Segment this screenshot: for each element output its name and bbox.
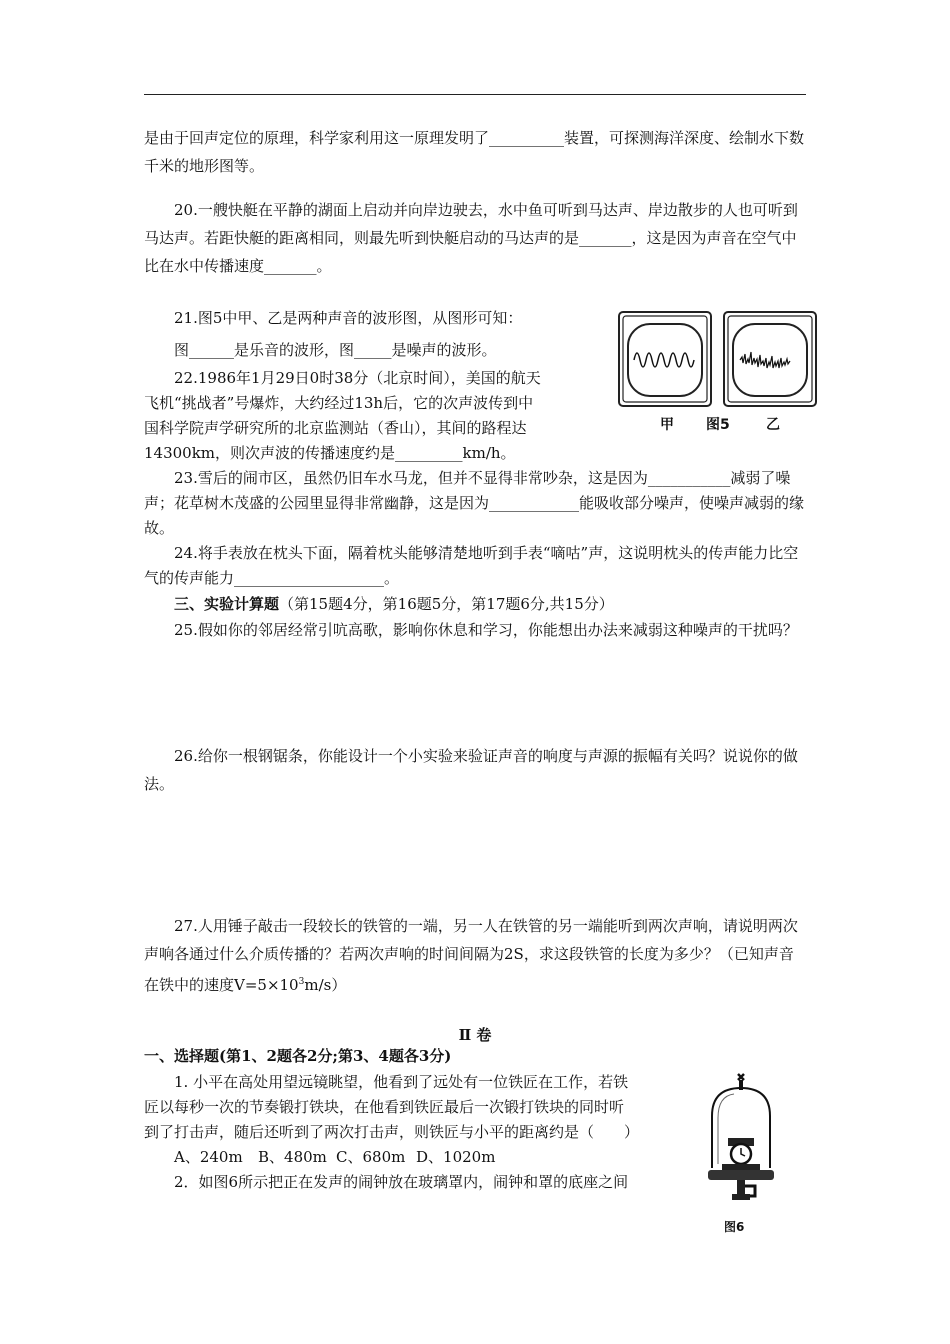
figure-5-screens [616, 310, 820, 410]
figure-5-label-yi: 乙 [766, 417, 780, 433]
question-25: 25.假如你的邻居经常引吭高歌，影响你休息和学习，你能想出办法来减弱这种噪声的干扰吗？ [174, 621, 798, 639]
figure-5-label-jia: 甲 [660, 417, 674, 433]
question-27 [144, 912, 808, 999]
option-d: D、1020m [416, 1148, 496, 1166]
question-22-line2: 飞机“挑战者”号爆炸，大约经过13h后，它的次声波传到中 [144, 394, 534, 412]
option-a: A、240m [174, 1148, 243, 1166]
intro-paragraph: 是由于回声定位的原理，科学家利用这一原理发明了__________装置，可探测海洋深度、绘制水下数千米的地形图等。 [144, 129, 805, 175]
section-3-title: 三、实验计算题 [174, 595, 280, 613]
figure-5 [616, 310, 820, 438]
question-27-text: 27.人用锤子敲击一段较长的铁管的一端，另一人在铁管的另一端能听到两次声响，请说明两次声响各通过什么介质传播的？若两次声响的时间间隔为2S，求这段铁管的长度为多少？（已知声音在铁中的速度V=5×10 [144, 917, 798, 994]
figure-6-bell-jar [704, 1072, 776, 1218]
jar-base [708, 1170, 774, 1180]
question-22-line3: 国科学院声学研究所的北京监测站（香山），其间的路程达 [144, 419, 527, 437]
question-27-unit: m/s） [304, 976, 347, 994]
problem-2: 2．如图6所示把正在发声的闹钟放在玻璃罩内，闹钟和罩的底座之间 [174, 1173, 629, 1191]
question-26: 26.给你一根钢锯条，你能设计一个小实验来验证声音的响度与声源的振幅有关吗？说说你的做法。 [144, 747, 798, 793]
figure-6 [704, 1072, 776, 1242]
option-b: B、480m [258, 1148, 327, 1166]
question-23: 23.雪后的闹市区，虽然仍旧车水马龙，但并不显得非常吵杂，这是因为___________减弱了噪声；花草树木茂盛的公园里显得非常幽静，这是因为____________能吸收部分噪声，使噪声减弱的缘故。 [144, 469, 805, 537]
problem-1-line1: 1. 小平在高处用望远镜眺望，他看到了远处有一位铁匠在工作，若铁 [174, 1073, 629, 1091]
question-22-line4: 14300km，则次声波的传播速度约是_________km/h。 [144, 444, 516, 462]
question-27-exponent: 3 [298, 977, 305, 987]
question-20: 20.一艘快艇在平静的湖面上启动并向岸边驶去，水中鱼可听到马达声、岸边散步的人也可听到马达声。若距快艇的距离相同，则最先听到快艇启动的马达声的是_______，这是因为声音在空气中比在水中传播速度_______。 [144, 201, 798, 275]
question-22-line1: 22.1986年1月29日0时38分（北京时间），美国的航天 [174, 369, 541, 387]
part-2-title: Ⅱ 卷 [458, 1026, 492, 1044]
clock-pad [722, 1164, 760, 1170]
header-rule [144, 94, 806, 95]
figure-5-caption: 图5 [706, 417, 730, 433]
jar-knob [738, 1074, 744, 1080]
section-3-note: （第15题4分，第16题5分，第17题6分,共15分） [279, 595, 614, 613]
section-1-heading: 一、选择题(第1、2题各2分;第3、4题各3分) [144, 1047, 452, 1065]
section-3-heading [144, 592, 808, 617]
problem-1-line3: 到了打击声，随后还听到了两次打击声，则铁匠与小平的距离约是（ ） [144, 1123, 640, 1141]
scope-jia-screen [628, 324, 702, 396]
question-24: 24.将手表放在枕头下面，隔着枕头能够清楚地听到手表“嘀咕”声，这说明枕头的传声能力比空气的传声能力____________________。 [144, 544, 799, 587]
figure-6-caption: 图6 [724, 1220, 745, 1234]
question-21-line1: 21.图5中甲、乙是两种声音的波形图，从图形可知： [174, 309, 523, 327]
option-c: C、680m [336, 1148, 406, 1166]
problem-1-line2: 匠以每秒一次的节奏锻打铁块，在他看到铁匠最后一次锻打铁块的同时听 [144, 1098, 625, 1116]
question-21-line2: 图______是乐音的波形，图_____是噪声的波形。 [174, 341, 497, 359]
